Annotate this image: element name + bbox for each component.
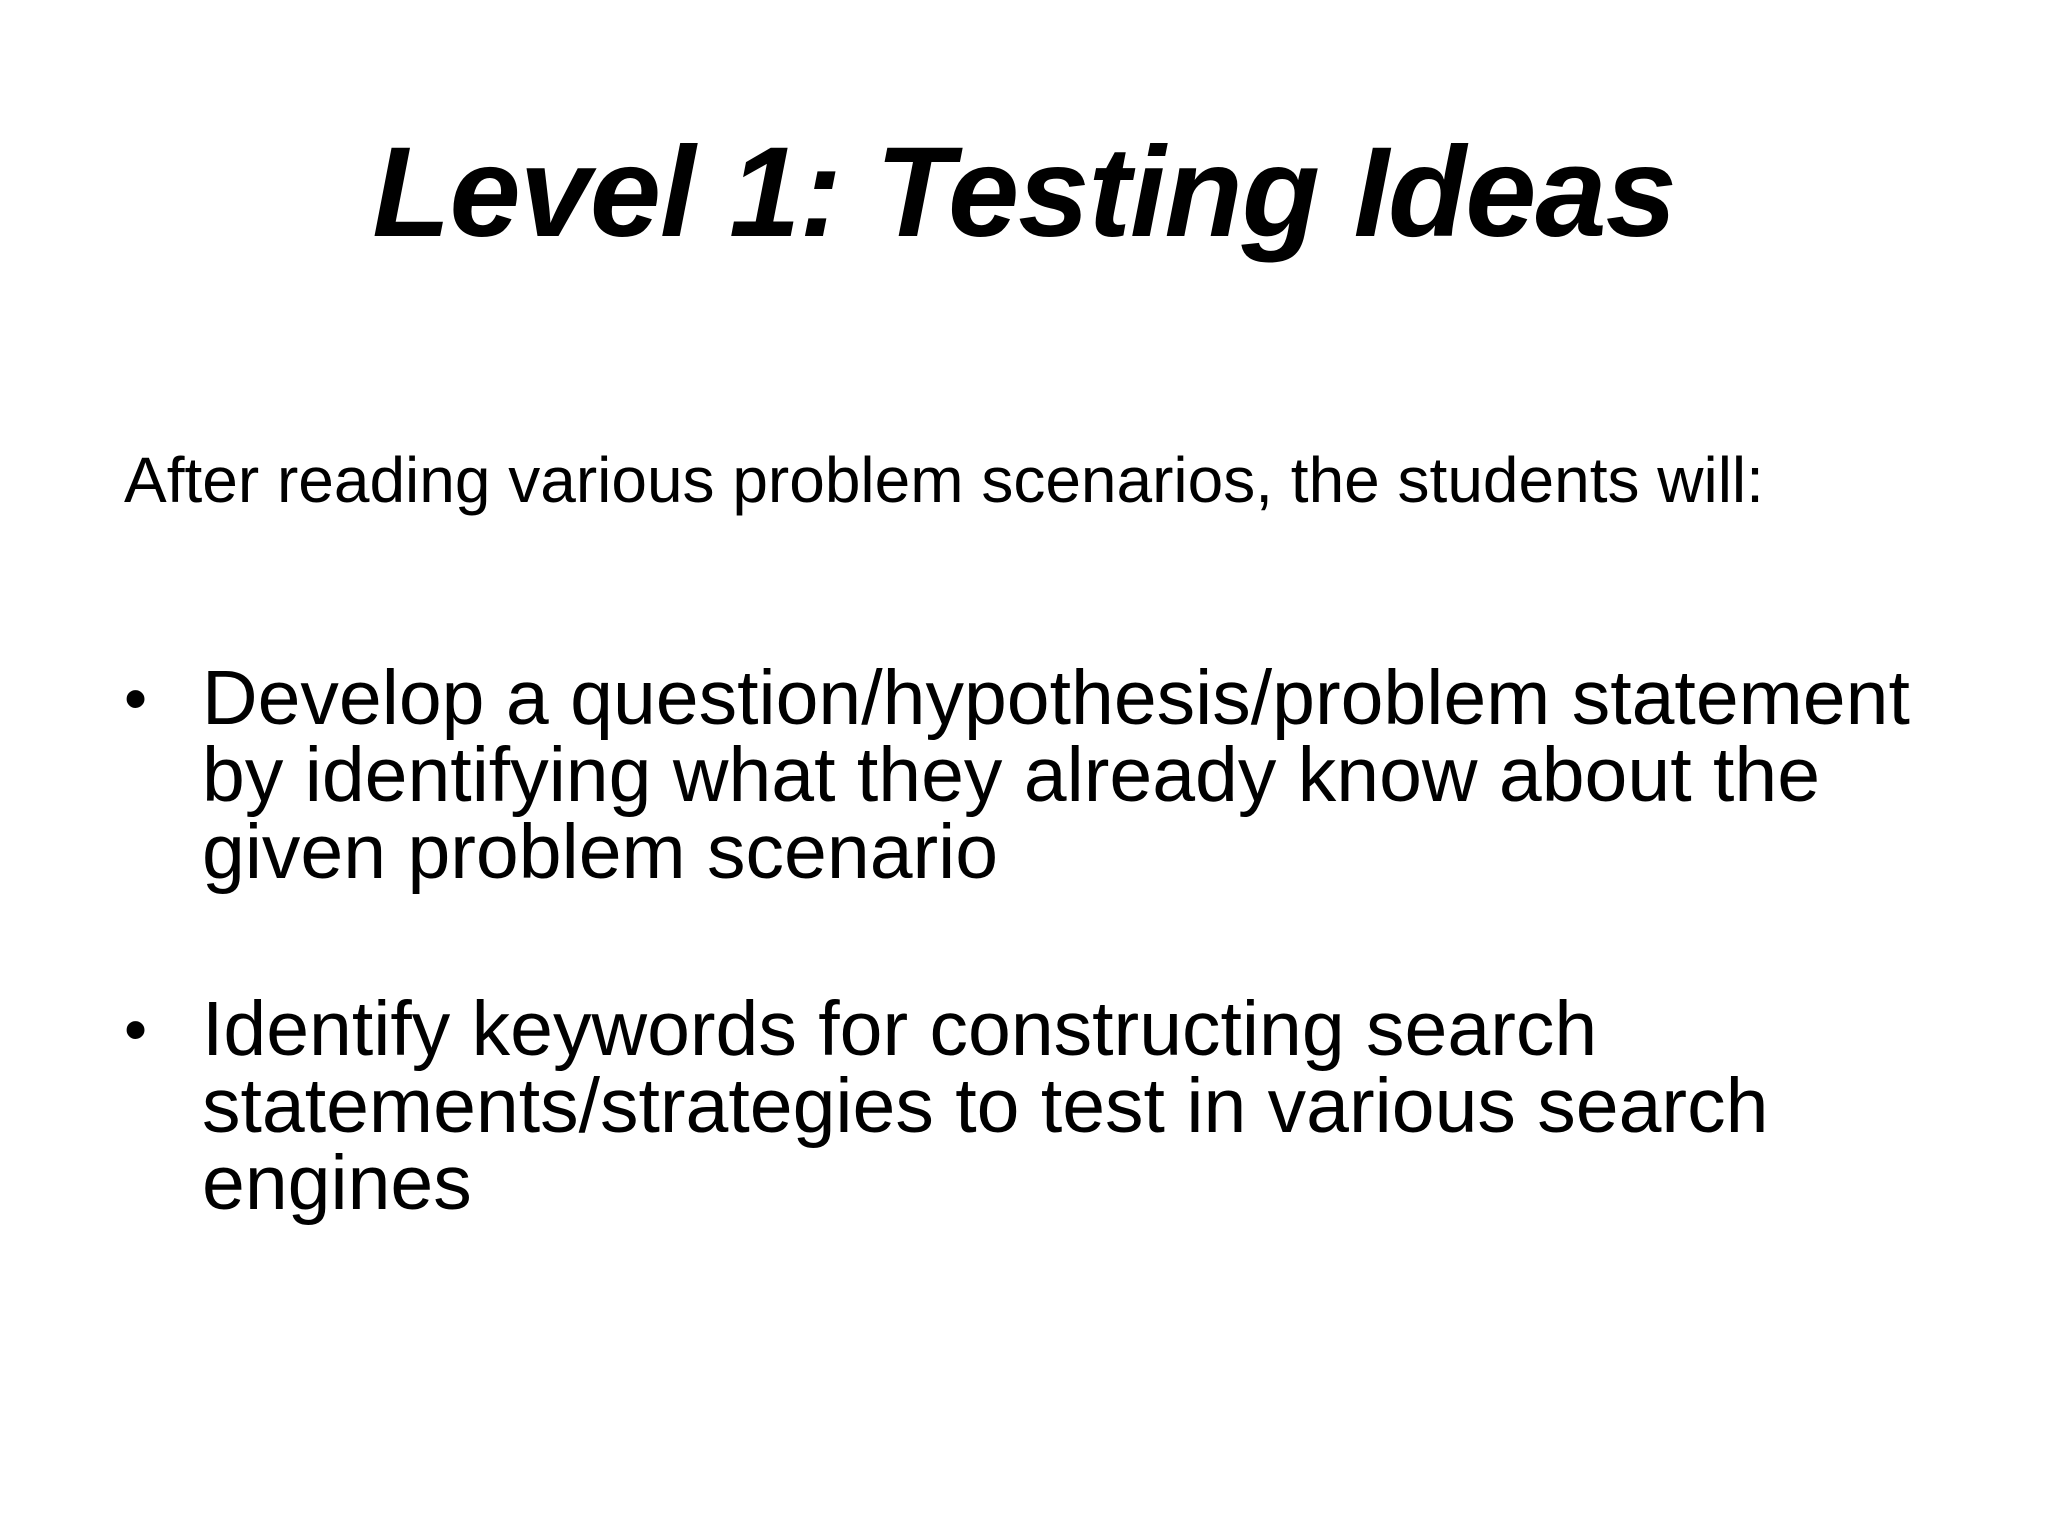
- intro-text: After reading various problem scenarios, the students will:: [124, 444, 1764, 516]
- bullet-text: Identify keywords for constructing search statements/strategies to test in various search engines: [202, 986, 1769, 1226]
- slide-title: Level 1: Testing Ideas: [372, 121, 1676, 264]
- bullet-item: [124, 986, 1964, 1226]
- bullet-icon: •: [124, 992, 148, 1066]
- bullet-item: [124, 655, 1964, 895]
- bullet-list: [124, 655, 1964, 1322]
- bullet-icon: •: [124, 661, 148, 735]
- bullet-text: Develop a question/hypothesis/problem statement by identifying what they already know about the given problem scenario: [202, 655, 1910, 895]
